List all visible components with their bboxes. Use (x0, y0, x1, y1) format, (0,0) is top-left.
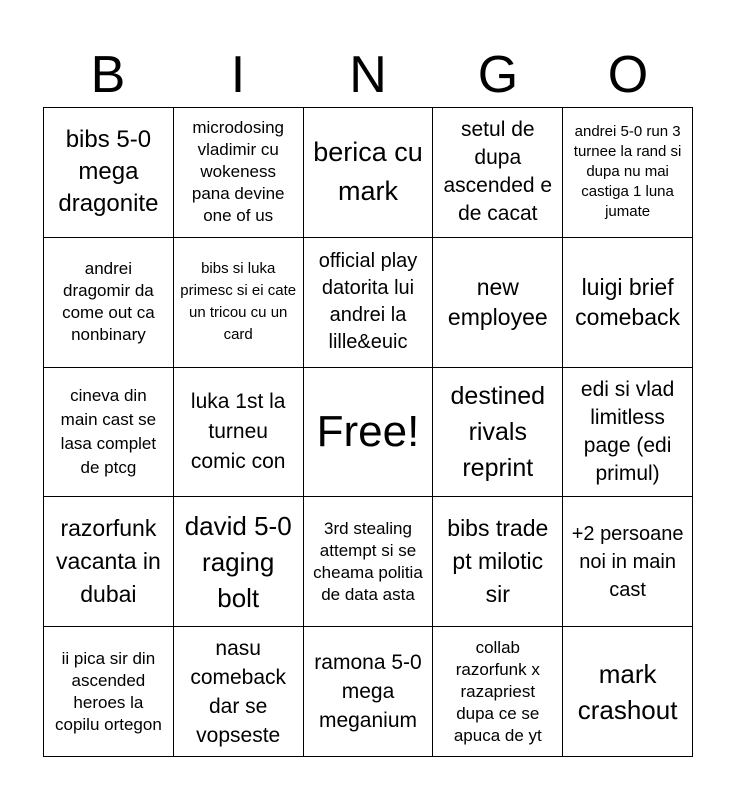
cell-text: official play datorita lui andrei la lille&euic (318, 250, 418, 354)
cell-text: ramona 5-0 mega meganium (314, 651, 422, 733)
bingo-cell[interactable] (433, 238, 563, 368)
free-space[interactable] (304, 368, 434, 498)
title-letter-i: I (230, 46, 246, 104)
cell-text: berica cu mark (313, 137, 423, 207)
cell-text: nasu comeback dar se vopseste (190, 636, 287, 747)
cell-text: setul de dupa ascended e de cacat (443, 118, 553, 226)
cell-text: bibs 5-0 mega dragonite (58, 126, 159, 218)
cell-text: andrei 5-0 run 3 turnee la rand si dupa nu mai castiga 1 luna jumate (573, 123, 682, 221)
bingo-cell[interactable] (433, 627, 563, 757)
bingo-cell[interactable] (44, 497, 174, 627)
bingo-cell[interactable] (304, 497, 434, 627)
bingo-cell[interactable] (563, 108, 693, 238)
bingo-cell[interactable] (174, 627, 304, 757)
bingo-cell[interactable] (433, 497, 563, 627)
bingo-cell[interactable] (44, 627, 174, 757)
bingo-cell[interactable] (44, 368, 174, 498)
bingo-cell[interactable] (563, 368, 693, 498)
bingo-cell[interactable] (44, 108, 174, 238)
cell-text: david 5-0 raging bolt (184, 510, 292, 613)
title-letter-o: O (607, 46, 649, 104)
bingo-cell[interactable] (433, 108, 563, 238)
cell-text: collab razorfunk x razapriest dupa ce se apuca de yt (453, 637, 542, 745)
cell-text: destined rivals reprint (450, 381, 546, 482)
bingo-title (43, 44, 693, 106)
cell-text: cineva din main cast se lasa complet de ptcg (60, 385, 157, 477)
cell-text: bibs trade pt milotic sir (447, 515, 549, 608)
cell-text: edi si vlad limitless page (edi primul) (580, 377, 675, 485)
bingo-cell[interactable] (563, 497, 693, 627)
title-letter-n: N (349, 46, 387, 104)
bingo-cell[interactable] (44, 238, 174, 368)
cell-text: razorfunk vacanta in dubai (55, 515, 161, 608)
cell-text: 3rd stealing attempt si se cheama politia de data asta (313, 518, 423, 604)
cell-text: bibs si luka primesc si ei cate un tricou cu un card (180, 260, 297, 344)
bingo-card (43, 107, 693, 757)
bingo-cell[interactable] (174, 497, 304, 627)
cell-text: mark crashout (577, 658, 678, 725)
cell-text: luka 1st la turneu comic con (190, 389, 286, 473)
cell-text: ii pica sir din ascended heroes la copilu ortegon (54, 648, 162, 734)
bingo-cell[interactable] (304, 627, 434, 757)
bingo-cell[interactable] (563, 627, 693, 757)
bingo-cell[interactable] (174, 368, 304, 498)
cell-text: microdosing vladimir cu wokeness pana devine one of us (191, 118, 285, 226)
title-letter-g: G (477, 46, 519, 104)
cell-text: new employee (447, 274, 548, 331)
bingo-cell[interactable] (433, 368, 563, 498)
bingo-cell[interactable] (304, 108, 434, 238)
free-space-text: Free! (316, 406, 420, 456)
bingo-cell[interactable] (563, 238, 693, 368)
cell-text: +2 persoane noi in main cast (571, 522, 684, 601)
cell-text: andrei dragomir da come out ca nonbinary (62, 259, 155, 345)
title-letter-b: B (90, 46, 126, 104)
cell-text: luigi brief comeback (575, 274, 680, 331)
bingo-cell[interactable] (174, 238, 304, 368)
bingo-cell[interactable] (174, 108, 304, 238)
bingo-cell[interactable] (304, 238, 434, 368)
